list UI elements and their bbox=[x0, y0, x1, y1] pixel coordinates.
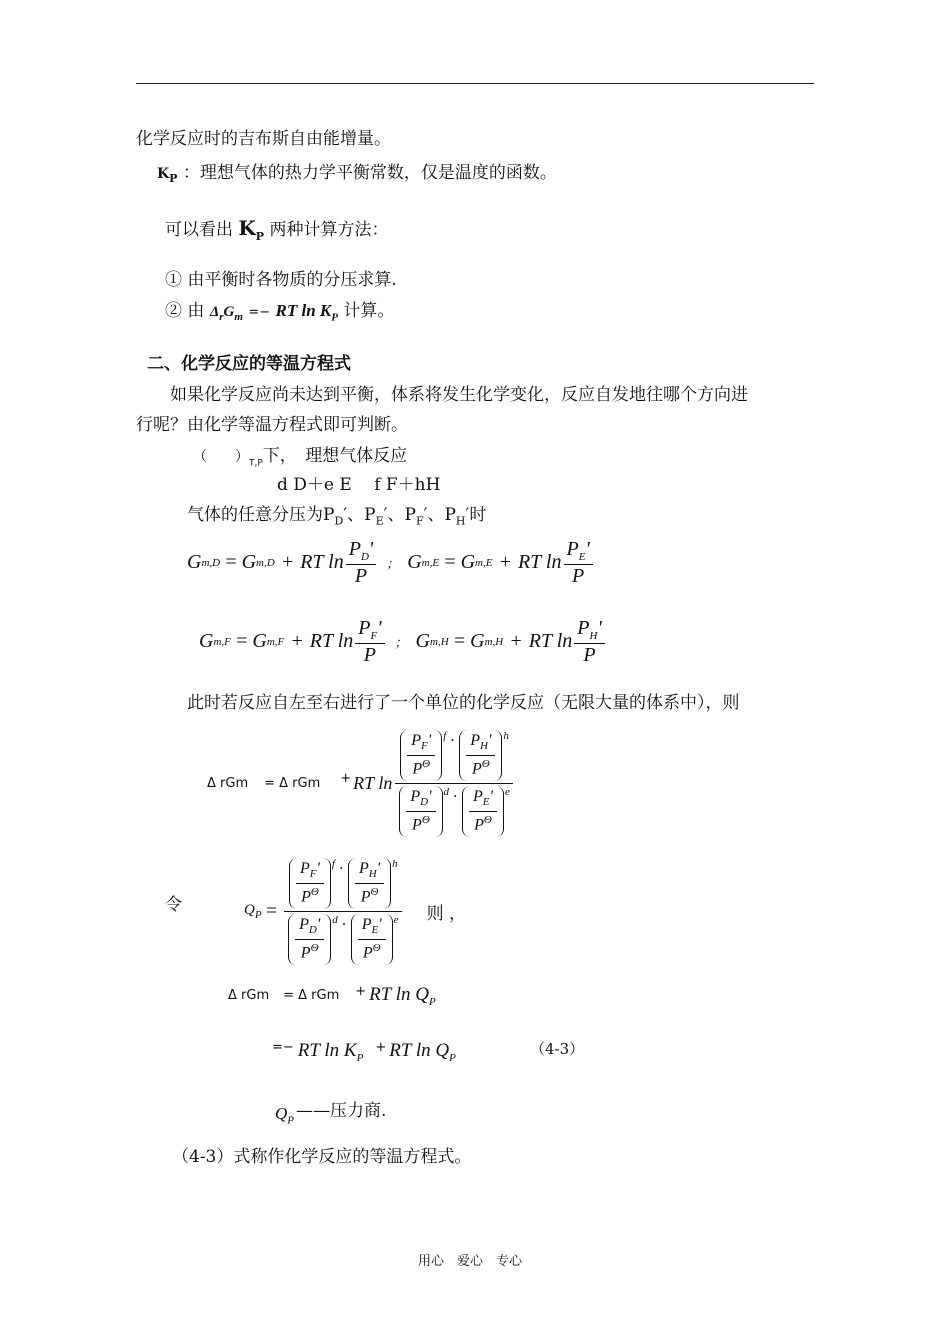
equals-minus: =− bbox=[248, 305, 271, 320]
pressure-quotient-fraction: $\frac{P_F'}{P^\Theta}$ $^f$ · $\frac{P_H'}{P^\Theta}$ $^h$ $\frac{P_D'}{P^\Theta}$ $^d$ · $\frac{P_E'}{P^\Theta}$ $^e$ bbox=[394, 728, 513, 839]
closing-line: （4-3）式称作化学反应的等温方程式。 bbox=[172, 1147, 472, 1167]
paragraph-line-1: 如果化学反应尚未达到平衡，体系将发生化学变化，反应自发地往哪个方向进 bbox=[170, 385, 748, 405]
partial-pressure-line: 气体的任意分压为$P_D'$、$P_E'$、$P_F'$、$P_H'$时 bbox=[187, 505, 487, 528]
qp-fraction: $\frac{P_F'}{P^\Theta}$ $^f$ · $\frac{P_H'}{P^\Theta}$ $^h$ $\frac{P_D'}{P^\Theta}$ $^d$ · $\frac{P_E'}{P^\Theta}$ $^e$ bbox=[283, 856, 402, 967]
intro-tail: 两种计算方法： bbox=[269, 220, 389, 240]
let-label: 令 bbox=[165, 895, 182, 915]
header-rule bbox=[136, 83, 814, 84]
intro-text: 可以看出 bbox=[165, 220, 233, 240]
condition-parens: （ ） bbox=[193, 449, 249, 465]
rhs-delta-g: = Δ rGm bbox=[264, 775, 321, 791]
delta-g-equation bbox=[207, 728, 516, 839]
text-line-1: 化学反应时的吉布斯自由能增量。 bbox=[136, 129, 391, 149]
method-2 bbox=[165, 296, 394, 323]
kp-symbol-2: $K_P$ bbox=[238, 216, 265, 243]
intro-line bbox=[165, 215, 388, 243]
kp-desc: ：理想气体的热力学平衡常数，仅是温度的函数。 bbox=[182, 163, 557, 183]
kp-definition bbox=[157, 158, 557, 185]
method-2-pre: ② 由 bbox=[165, 301, 205, 321]
condition-sub: T,P bbox=[249, 458, 263, 469]
isotherm-line-2: =− RT $\ln K_P$ + RT $\ln Q_P$ bbox=[272, 1040, 456, 1064]
rt-ln: RT ln bbox=[353, 772, 393, 793]
condition-line bbox=[193, 441, 407, 468]
paragraph-line-2: 行呢？由化学等温方程式即可判断。 bbox=[136, 415, 408, 435]
footer: 用心 爱心 专心 bbox=[418, 1254, 523, 1269]
now-line: 此时若反应自左至右进行了一个单位的化学反应（无限大量的体系中），则 bbox=[187, 693, 740, 713]
delta-g-symbol: $\Delta_rG_m$ bbox=[209, 304, 243, 323]
rt-ln-kp: RT $\ln K_P$ bbox=[275, 301, 338, 324]
isotherm-line-1: Δ rGm = Δ rGm + RT $\ln Q_P$ bbox=[228, 984, 436, 1008]
qp-description: $Q_P$ ——压力商. bbox=[275, 1100, 387, 1127]
qp-definition: $Q_P$ = $\frac{P_F'}{P^\Theta}$ $^f$ · $\frac{P_H'}{P^\Theta}$ $^h$ $\frac{P_D'}{P^\Theta}$ $^d$ · $\frac{P_E'}{P^\Theta}$ $^e$ 则 ， bbox=[244, 856, 466, 967]
kp-symbol: $K_P$ bbox=[157, 166, 178, 185]
method-1: ① 由平衡时各物质的分压求算. bbox=[165, 270, 397, 290]
method-2-post: 计算。 bbox=[343, 301, 395, 321]
plus-sign: + bbox=[340, 770, 352, 786]
reaction-equation: d D＋e E f F＋hH bbox=[277, 475, 441, 495]
lhs-delta-g: Δ rGm bbox=[207, 775, 249, 791]
equation-gmd-gme: G m,D = G m,D + RT ln $\frac{P_D'}{P}$ ； G m,E = G m,E + RT ln $\frac{P_E'}{P}$ bbox=[187, 538, 595, 588]
equation-number: （4-3） bbox=[530, 1040, 585, 1058]
condition-tail: 下， 理想气体反应 bbox=[262, 446, 408, 466]
then-label: 则 ， bbox=[426, 903, 466, 924]
equation-gmf-gmh: G m,F = G m,F + RT ln $\frac{P_F'}{P}$ ； G m,H = G m,H + RT ln $\frac{P_H'}{P}$ bbox=[199, 617, 607, 667]
section-heading: 二、化学反应的等温方程式 bbox=[147, 354, 351, 374]
